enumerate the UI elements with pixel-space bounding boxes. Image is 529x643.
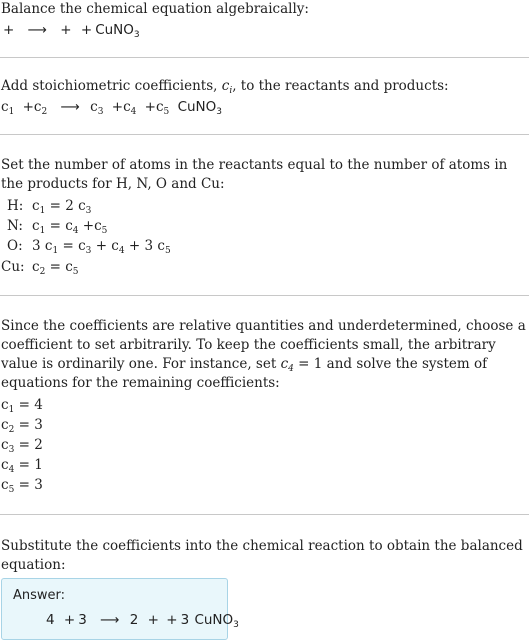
- product-formula: CuNO: [194, 612, 234, 628]
- balanced-equation: [46, 611, 239, 629]
- value: 1: [34, 457, 43, 473]
- var-c: c: [78, 198, 86, 214]
- reaction-arrow: ⟶: [60, 99, 80, 115]
- atom-label-h: H:: [7, 198, 24, 214]
- var-c: c: [1, 457, 9, 473]
- section2-title-text: Add stoichiometric coefficients,: [1, 78, 222, 94]
- equals: =: [18, 397, 30, 413]
- divider: [0, 514, 529, 515]
- coefficient-symbol: c: [221, 78, 230, 94]
- coef-c5: c: [155, 99, 164, 115]
- coefficient: 2: [129, 612, 139, 628]
- var-c: c: [94, 218, 102, 234]
- var-sub: 4: [288, 364, 294, 374]
- atom-label-cu: Cu:: [1, 259, 25, 275]
- plus-sign: +: [3, 22, 15, 38]
- coefficient: 3: [78, 612, 87, 628]
- var-sub: 1: [8, 405, 15, 415]
- coefficient-equation: [1, 98, 222, 116]
- section2-title-text: , to the reactants and products:: [232, 78, 449, 94]
- equals: =: [49, 198, 61, 214]
- coefficient-index: i: [229, 86, 233, 96]
- answer-box: [1, 578, 239, 640]
- product-subscript: 3: [233, 620, 239, 630]
- plus-sign: +: [128, 238, 141, 254]
- plus-sign: +: [80, 22, 93, 38]
- product-subscript: 3: [133, 30, 140, 40]
- solution-c1: [1, 396, 43, 414]
- var-c: c: [65, 259, 73, 275]
- var-c: c: [280, 356, 289, 372]
- coef-c1: c: [1, 99, 9, 115]
- sub-3: 3: [97, 107, 104, 117]
- var-sub: 2: [8, 425, 15, 435]
- var-c: c: [111, 238, 119, 254]
- reaction-arrow: ⟶: [27, 22, 47, 38]
- equals: =: [18, 437, 30, 453]
- value: 4: [34, 397, 43, 413]
- coef-c2: c: [33, 99, 42, 115]
- section1-title: Balance the chemical equation algebraically:: [1, 1, 309, 17]
- plus-sign: +: [111, 99, 124, 115]
- plus-sign: +: [147, 612, 159, 628]
- solution-c2: [1, 416, 43, 434]
- var-c: c: [44, 238, 53, 254]
- var-c: c: [1, 477, 9, 493]
- equation-cu: $c_2 = c_5$: [32, 259, 79, 277]
- var-c: c: [1, 417, 9, 433]
- divider: [0, 134, 529, 135]
- equation-n: $c_1 = c_4 +c_5$: [32, 218, 108, 236]
- solution-c4: [1, 456, 43, 474]
- section5-title: Substitute the coefficients into the chemical reaction to obtain the balanced equation:: [1, 538, 523, 573]
- section3-title: Set the number of atoms in the reactants equal to the number of atoms in the products for H, N, O and Cu:: [1, 157, 508, 192]
- equation-o: 3 $c_1 = c_3 + c_4 + 3$ $c_5$: [32, 238, 171, 256]
- coefficient: 3: [180, 612, 190, 628]
- var-sub: 4: [8, 465, 15, 475]
- var-c: c: [32, 218, 40, 234]
- atom-label-o: O:: [7, 238, 23, 254]
- plus-sign: +: [166, 612, 178, 628]
- plus-sign: +: [95, 238, 107, 254]
- equals: =: [49, 259, 61, 275]
- value: 2: [34, 437, 43, 453]
- coef-c3: c: [90, 99, 98, 115]
- equals: =: [18, 477, 30, 493]
- plus-sign: +: [60, 22, 72, 38]
- var-c: c: [1, 397, 9, 413]
- number: 3: [32, 238, 41, 254]
- divider: [0, 295, 529, 296]
- sub-2: 2: [41, 107, 48, 117]
- atom-label-n: N:: [7, 218, 23, 234]
- value: 3: [34, 477, 43, 493]
- product-formula: CuNO: [177, 99, 217, 115]
- sub-5: 5: [163, 107, 170, 117]
- sub-4: 4: [130, 107, 137, 117]
- section4-text: Since the coefficients are relative quantities and underdetermined, choose a coefficient to set arbitrarily. To keep the coefficients small, the arbitrary value is ordinarily one. For instance, set: [1, 318, 526, 372]
- answer-label: Answer:: [13, 588, 66, 603]
- var-c: c: [65, 218, 73, 234]
- product-subscript: 3: [216, 107, 223, 117]
- number: 3: [144, 238, 154, 254]
- plus-sign: +: [22, 99, 34, 115]
- coef-c4: c: [123, 99, 131, 115]
- var-sub: 5: [8, 485, 15, 495]
- reaction-arrow: ⟶: [100, 612, 120, 628]
- section4-text: = 1 and solve the system of equations for the remaining coefficients:: [1, 356, 488, 391]
- var-c: c: [32, 198, 40, 214]
- equals: =: [18, 417, 30, 433]
- plus-sign: +: [144, 99, 156, 115]
- var-c: c: [1, 437, 9, 453]
- unbalanced-equation: [3, 21, 140, 39]
- value: 3: [34, 417, 43, 433]
- var-c: c: [157, 238, 165, 254]
- sub-1: 1: [8, 107, 15, 117]
- solution-c3: [1, 436, 43, 454]
- solution-c5: [1, 476, 43, 494]
- divider: [0, 57, 529, 58]
- equals: =: [18, 457, 30, 473]
- coefficient: 4: [46, 612, 55, 628]
- section2-title: [1, 77, 449, 95]
- plus-sign: +: [82, 218, 95, 234]
- plus-sign: +: [63, 612, 76, 628]
- var-c: c: [78, 238, 86, 254]
- number: 2: [65, 198, 74, 214]
- product-formula: CuNO: [95, 22, 134, 38]
- section4-title: [1, 317, 527, 393]
- equation-h: $c_1 = 2$ $c_3$: [32, 198, 92, 216]
- equals: =: [62, 238, 74, 254]
- var-c: c: [32, 259, 40, 275]
- equals: =: [49, 218, 61, 234]
- var-sub: 3: [8, 445, 15, 455]
